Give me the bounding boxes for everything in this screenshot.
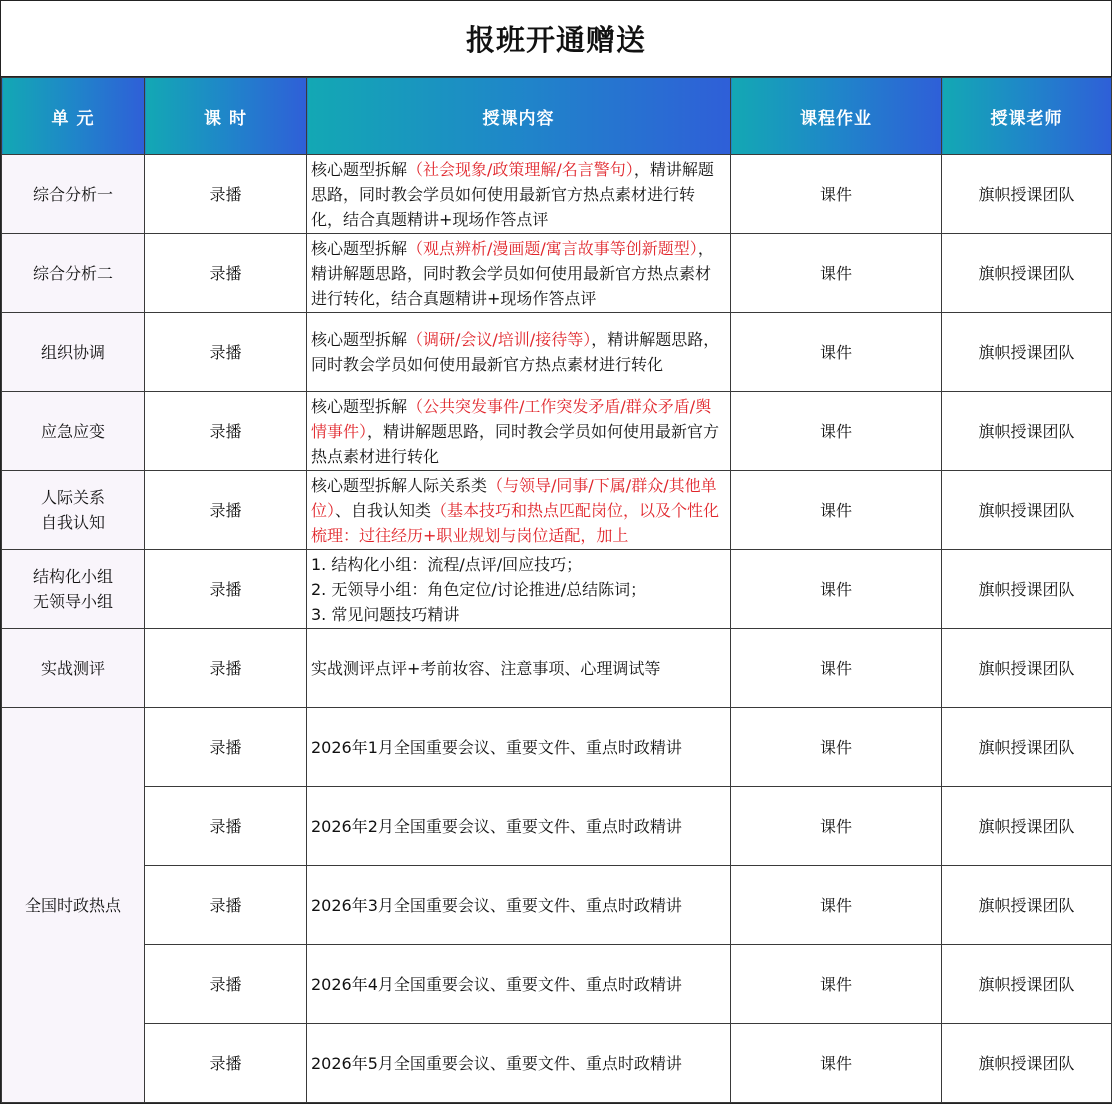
- homework-cell: 课件: [731, 234, 942, 313]
- lesson-cell: 录播: [145, 392, 307, 471]
- lesson-cell: 录播: [145, 629, 307, 708]
- table-row: [2, 945, 1112, 1024]
- unit-cell: [2, 550, 145, 629]
- teacher-cell: 旗帜授课团队: [942, 155, 1112, 234]
- content-cell: [307, 392, 731, 471]
- content-line: 3. 常见问题技巧精讲: [311, 604, 460, 624]
- table-row: [2, 629, 1112, 708]
- table-row: [2, 1024, 1112, 1103]
- table-header-row: [2, 78, 1112, 155]
- content-cell: [307, 550, 731, 629]
- unit-cell: 综合分析二: [2, 234, 145, 313]
- column-header-content: 授课内容: [307, 78, 731, 155]
- content-highlight: （基本技巧和热点匹配岗位，以及个性化梳理：过往经历+职业规划与岗位适配，加上: [311, 500, 720, 545]
- table-row: [2, 866, 1112, 945]
- lesson-cell: 录播: [145, 550, 307, 629]
- page-title: 报班开通赠送: [1, 0, 1111, 77]
- unit-line: 结构化小组: [32, 567, 113, 586]
- content-text: ，精讲解题思路，同时教会学员如何使用最新官方热点素材进行转化，结合真题精讲+现场作答点评: [311, 159, 714, 229]
- content-cell: [307, 471, 731, 550]
- content-highlight: （与领导/同事/下属/群众/其他单位）: [311, 475, 717, 520]
- unit-line: 人际关系: [40, 488, 105, 507]
- content-cell: 实战测评点评+考前妆容、注意事项、心理调试等: [307, 629, 731, 708]
- lesson-cell: 录播: [145, 866, 307, 945]
- homework-cell: 课件: [731, 945, 942, 1024]
- column-header-lesson: 课 时: [145, 78, 307, 155]
- table-row: [2, 155, 1112, 234]
- lesson-cell: 录播: [145, 945, 307, 1024]
- teacher-cell: 旗帜授课团队: [942, 866, 1112, 945]
- content-cell: 2026年5月全国重要会议、重要文件、重点时政精讲: [307, 1024, 731, 1103]
- teacher-cell: 旗帜授课团队: [942, 708, 1112, 787]
- unit-line: 自我认知: [40, 513, 105, 532]
- content-line: 1. 结构化小组：流程/点评/回应技巧；: [311, 554, 583, 574]
- teacher-cell: 旗帜授课团队: [942, 550, 1112, 629]
- homework-cell: 课件: [731, 866, 942, 945]
- lesson-cell: 录播: [145, 313, 307, 392]
- content-highlight: （公共突发事件/工作突发矛盾/群众矛盾/舆情事件）: [311, 396, 712, 441]
- homework-cell: 课件: [731, 629, 942, 708]
- teacher-cell: 旗帜授课团队: [942, 313, 1112, 392]
- column-header-homework: 课程作业: [731, 78, 942, 155]
- content-highlight: （社会现象/政策理解/名言警句）: [407, 159, 634, 179]
- table-row: [2, 708, 1112, 787]
- content-line: 2. 无领导小组：角色定位/讨论推进/总结陈词；: [311, 579, 647, 599]
- unit-cell: [2, 471, 145, 550]
- unit-cell: 综合分析一: [2, 155, 145, 234]
- table-row: [2, 313, 1112, 392]
- content-cell: [307, 234, 731, 313]
- teacher-cell: 旗帜授课团队: [942, 1024, 1112, 1103]
- content-text: 核心题型拆解: [311, 396, 408, 416]
- content-cell: 2026年3月全国重要会议、重要文件、重点时政精讲: [307, 866, 731, 945]
- content-text: ，精讲解题思路，同时教会学员如何使用最新官方热点素材进行转化: [311, 330, 720, 374]
- lesson-cell: 录播: [145, 234, 307, 313]
- table-row: [2, 787, 1112, 866]
- content-text: 、自我认知类: [335, 500, 432, 520]
- lesson-cell: 录播: [145, 471, 307, 550]
- unit-line: 无领导小组: [32, 592, 113, 611]
- lesson-cell: 录播: [145, 1024, 307, 1103]
- column-header-unit: 单 元: [2, 78, 145, 155]
- homework-cell: 课件: [731, 155, 942, 234]
- homework-cell: 课件: [731, 313, 942, 392]
- homework-cell: 课件: [731, 1024, 942, 1103]
- content-text: 核心题型拆解: [311, 330, 408, 349]
- teacher-cell: 旗帜授课团队: [942, 392, 1112, 471]
- content-highlight: （观点辨析/漫画题/寓言故事等创新题型）: [407, 238, 698, 258]
- content-cell: 2026年2月全国重要会议、重要文件、重点时政精讲: [307, 787, 731, 866]
- content-text: 核心题型拆解人际关系类: [311, 475, 488, 495]
- table-row: [2, 471, 1112, 550]
- lesson-cell: 录播: [145, 708, 307, 787]
- content-text: 核心题型拆解: [311, 238, 408, 258]
- table-row: [2, 234, 1112, 313]
- teacher-cell: 旗帜授课团队: [942, 787, 1112, 866]
- column-header-teacher: 授课老师: [942, 78, 1112, 155]
- homework-cell: 课件: [731, 708, 942, 787]
- lesson-cell: 录播: [145, 787, 307, 866]
- unit-cell: 实战测评: [2, 629, 145, 708]
- homework-cell: 课件: [731, 787, 942, 866]
- content-cell: [307, 313, 731, 392]
- content-cell: 2026年1月全国重要会议、重要文件、重点时政精讲: [307, 708, 731, 787]
- unit-cell-merged: 全国时政热点: [2, 708, 145, 1103]
- teacher-cell: 旗帜授课团队: [942, 234, 1112, 313]
- content-text: 核心题型拆解: [311, 159, 408, 179]
- homework-cell: 课件: [731, 550, 942, 629]
- homework-cell: 课件: [731, 471, 942, 550]
- content-text: ，精讲解题思路，同时教会学员如何使用最新官方热点素材进行转化，结合真题精讲+现场作答点评: [311, 238, 714, 308]
- content-text: ，精讲解题思路，同时教会学员如何使用最新官方热点素材进行转化: [311, 421, 720, 466]
- course-table: [1, 77, 1112, 1103]
- homework-cell: 课件: [731, 392, 942, 471]
- unit-cell: 组织协调: [2, 313, 145, 392]
- content-cell: 2026年4月全国重要会议、重要文件、重点时政精讲: [307, 945, 731, 1024]
- teacher-cell: 旗帜授课团队: [942, 945, 1112, 1024]
- table-row: [2, 550, 1112, 629]
- content-highlight: （调研/会议/培训/接待等）: [407, 330, 592, 349]
- teacher-cell: 旗帜授课团队: [942, 471, 1112, 550]
- lesson-cell: 录播: [145, 155, 307, 234]
- content-cell: [307, 155, 731, 234]
- teacher-cell: 旗帜授课团队: [942, 629, 1112, 708]
- unit-cell: 应急应变: [2, 392, 145, 471]
- table-row: [2, 392, 1112, 471]
